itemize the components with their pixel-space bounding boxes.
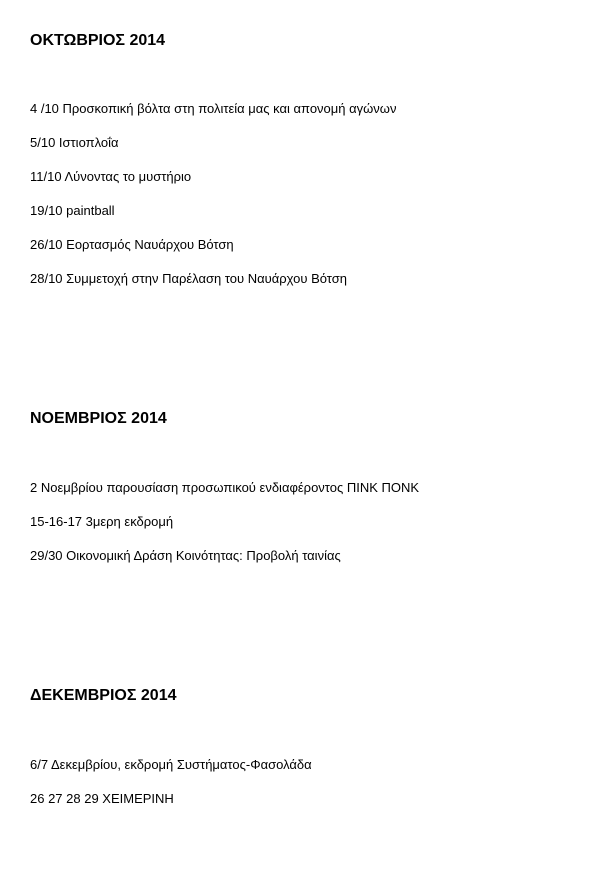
event-item: 26 27 28 29 ΧΕΙΜΕΡΙΝΗ (30, 791, 174, 806)
event-item: 5/10 Ιστιοπλοΐα (30, 135, 119, 150)
month-heading: ΟΚΤΩΒΡΙΟΣ 2014 (30, 32, 166, 49)
event-item: 11/10 Λύνοντας το μυστήριο (30, 169, 192, 184)
event-item: 19/10 paintball (30, 203, 115, 218)
event-item: 29/30 Οικονομική Δράση Κοινότητας: Προβολή ταινίας (30, 548, 341, 563)
event-item: 28/10 Συμμετοχή στην Παρέλαση του Ναυάρχου Βότση (30, 271, 348, 286)
event-item: 6/7 Δεκεμβρίου, εκδρομή Συστήματος-Φασολάδα (30, 757, 312, 772)
month-heading: ΔΕΚΕΜΒΡΙΟΣ 2014 (30, 687, 177, 704)
event-item: 2 Νοεμβρίου παρουσίαση προσωπικού ενδιαφέροντος ΠΙΝΚ ΠΟΝΚ (30, 480, 420, 495)
event-item: 15-16-17 3μερη εκδρομή (30, 514, 174, 529)
event-item: 26/10 Εορτασμός Ναυάρχου Βότση (30, 237, 234, 252)
month-heading: ΝΟΕΜΒΡΙΟΣ 2014 (30, 410, 167, 427)
event-item: 4 /10 Προσκοπική βόλτα στη πολιτεία μας και απονομή αγώνων (30, 101, 397, 116)
